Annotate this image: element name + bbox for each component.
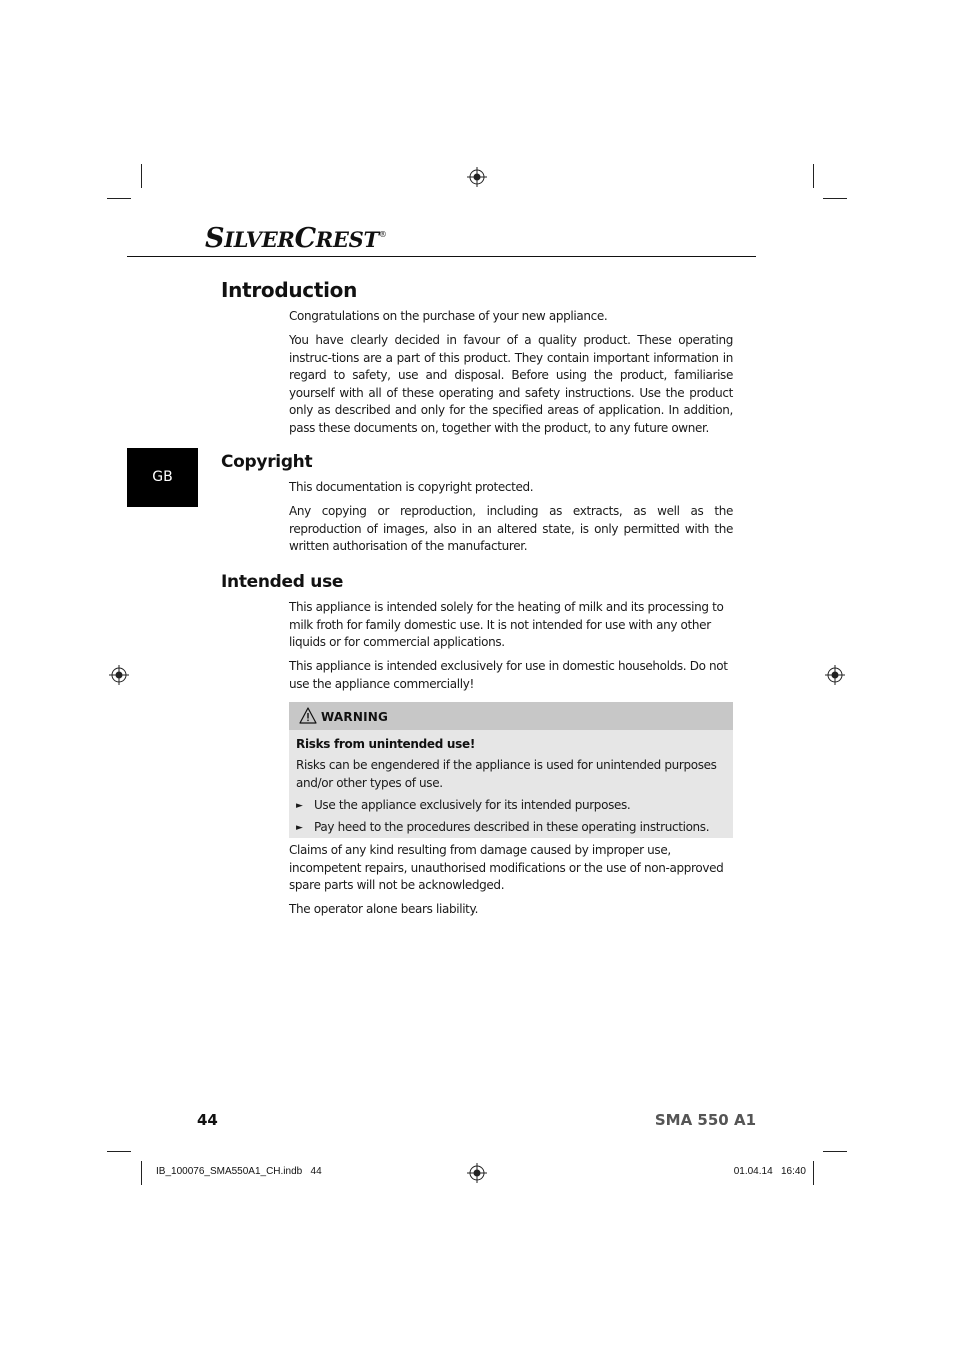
- bullet-arrow-icon: ►: [296, 823, 303, 833]
- print-slug-file: IB_100076_SMA550A1_CH.indb 44: [156, 1166, 322, 1177]
- list-item: [296, 819, 726, 836]
- crop-mark: [823, 1151, 847, 1152]
- registration-mark-icon: [467, 167, 487, 187]
- warning-header: [289, 702, 733, 730]
- logo-initial: C: [294, 223, 316, 254]
- registration-mark-icon: [825, 665, 845, 685]
- crop-mark: [813, 164, 814, 188]
- registered-mark: ®: [378, 230, 387, 239]
- bullet-text: Pay heed to the procedures described in these operating instructions.: [314, 820, 710, 834]
- crop-mark: [141, 164, 142, 188]
- intended-use-paragraph-4: The operator alone bears liability.: [289, 902, 479, 916]
- warning-box: [289, 702, 733, 838]
- copyright-paragraph-2: Any copying or reproduction, including as extracts, as well as the reproduction of images, also in an altered state, is only permitted with the written authorisation of the manufacturer.: [289, 504, 733, 553]
- crop-mark: [141, 1161, 142, 1185]
- warning-triangle-icon: [299, 707, 317, 724]
- crop-mark: [107, 1151, 131, 1152]
- logo-text: REST: [315, 227, 379, 252]
- logo-text: ILVER: [224, 227, 295, 252]
- list-item: [296, 797, 726, 814]
- registration-mark-icon: [467, 1163, 487, 1183]
- copyright-paragraph-1: This documentation is copyright protected.: [289, 480, 534, 494]
- section-title-intended-use: Intended use: [221, 572, 344, 592]
- brand-logo: [205, 219, 387, 254]
- model-number: SMA 550 A1: [654, 1111, 756, 1129]
- warning-text: Risks can be engendered if the appliance is used for unintended purposes and/or other types of use.: [296, 758, 717, 790]
- crop-mark: [823, 198, 847, 199]
- crop-mark: [107, 198, 131, 199]
- page-number: 44: [197, 1111, 218, 1129]
- section-title-copyright: Copyright: [221, 452, 313, 472]
- bullet-arrow-icon: ►: [296, 801, 303, 811]
- crop-mark: [813, 1161, 814, 1185]
- registration-mark-icon: [109, 665, 129, 685]
- logo-initial: S: [205, 223, 225, 254]
- header-divider: [127, 256, 756, 257]
- intended-use-paragraph-1: This appliance is intended solely for the heating of milk and its processing to milk froth for family domestic use. It is not intended for use with any other liquids or for commercial applications.: [289, 600, 724, 649]
- warning-subtitle: Risks from unintended use!: [296, 737, 476, 751]
- intended-use-paragraph-2: This appliance is intended exclusively for use in domestic households. Do not use the appliance commercially!: [289, 659, 728, 691]
- intended-use-paragraph-3: Claims of any kind resulting from damage caused by improper use, incompetent repairs, unauthorised modifications or the use of non-approved spare parts will not be acknowledged.: [289, 843, 724, 892]
- warning-label: WARNING: [321, 710, 389, 724]
- print-slug-date: 01.04.14 16:40: [733, 1166, 806, 1177]
- bullet-text: Use the appliance exclusively for its intended purposes.: [314, 798, 631, 812]
- intro-paragraph-2: You have clearly decided in favour of a quality product. These operating instruc-tions are a part of this product. They contain important information in regard to safety, use and disposal. Before using the product, familiarise yourself with all of these operating and safety instructions. Use the product only as described and only for the specified areas of application. In addition, pass these documents on, together with the product, to any future owner.: [289, 333, 733, 435]
- language-tab: GB: [127, 448, 198, 507]
- section-title-introduction: Introduction: [221, 278, 358, 302]
- intro-paragraph-1: Congratulations on the purchase of your new appliance.: [289, 309, 608, 323]
